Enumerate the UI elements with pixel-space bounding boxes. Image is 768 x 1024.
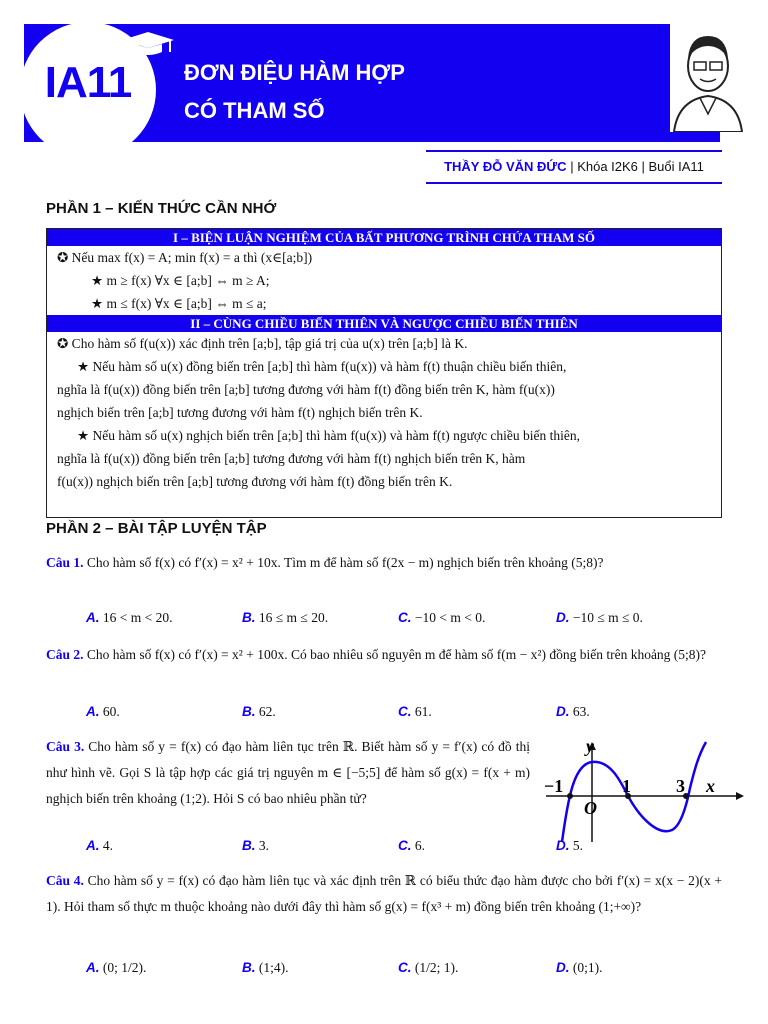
knowledge-line: ★ Nếu hàm số u(x) đồng biến trên [a;b] thì hàm f(u(x)) và hàm f(t) thuận chiều biến thiên,: [77, 359, 567, 374]
question-3-options: [86, 838, 706, 860]
option-text[interactable]: 5.: [572, 838, 583, 853]
graduation-cap-icon: [118, 30, 178, 60]
option-text[interactable]: −10 < m < 0.: [414, 610, 486, 625]
option-text[interactable]: −10 ≤ m ≤ 0.: [572, 610, 643, 625]
graph-tick-label: 1: [622, 776, 631, 796]
option-letter: B.: [242, 704, 256, 719]
option-text[interactable]: 60.: [102, 704, 120, 719]
option-text[interactable]: 62.: [258, 704, 276, 719]
knowledge-line: ★ Nếu hàm số u(x) nghịch biến trên [a;b] thì hàm f(u(x)) và hàm f(t) ngược chiều biến thiên,: [77, 428, 581, 443]
option-letter: C.: [398, 960, 412, 975]
page-title-line2: CÓ THAM SỐ: [184, 98, 325, 123]
option-letter: A.: [86, 704, 100, 719]
option-letter: D.: [556, 960, 570, 975]
option-text[interactable]: 16 < m < 20.: [102, 610, 173, 625]
lesson-code: IA11: [44, 58, 132, 107]
option-text[interactable]: 63.: [572, 704, 590, 719]
option-letter: A.: [86, 610, 100, 625]
option-letter: A.: [86, 960, 100, 975]
option-letter: C.: [398, 704, 412, 719]
question-3: [46, 734, 530, 812]
option-letter: D.: [556, 610, 570, 625]
option-letter: B.: [242, 610, 256, 625]
option-letter: B.: [242, 960, 256, 975]
option-text[interactable]: (0;1).: [572, 960, 603, 975]
option-text[interactable]: (1;4).: [258, 960, 289, 975]
option-letter: B.: [242, 838, 256, 853]
question-label: Câu 1.: [46, 555, 84, 570]
section-2-title: PHẦN 2 – BÀI TẬP LUYỆN TẬP: [46, 520, 267, 537]
knowledge-line: ✪ Cho hàm số f(u(x)) xác định trên [a;b], tập giá trị của u(x) trên [a;b] là K.: [57, 336, 468, 351]
option-text[interactable]: 6.: [414, 838, 425, 853]
question-2: [46, 642, 722, 668]
option-text[interactable]: 3.: [258, 838, 269, 853]
knowledge-line: nghĩa là f(u(x)) đồng biến trên [a;b] tương đương với hàm f(t) nghịch biến trên K, hàm: [57, 451, 526, 466]
teacher-photo: [670, 24, 746, 132]
knowledge-line: ✪ Nếu max f(x) = A; min f(x) = a thì (x∈[a;b]): [57, 250, 313, 265]
option-letter: D.: [556, 704, 570, 719]
question-text: Cho hàm số y = f(x) có đạo hàm liên tục trên ℝ. Biết hàm số y = f′(x) có đồ thị như hình vẽ. Gọi S là tập hợp các giá trị nguyên m ∈ [−5;5] để hàm số g(x) = f(x + m) nghịch biến trên khoảng (1;2). Hỏi S có bao nhiêu phần tử?: [46, 739, 530, 806]
teacher-name: THẦY ĐỖ VĂN ĐỨC: [444, 159, 567, 174]
option-text[interactable]: (0; 1/2).: [102, 960, 147, 975]
knowledge-line: f(u(x)) nghịch biến trên [a;b] tương đương với hàm f(t) đồng biến trên K.: [57, 474, 453, 489]
graph-x-axis-label: x: [706, 776, 715, 796]
teacher-course-info: [426, 150, 722, 184]
option-text[interactable]: 61.: [414, 704, 432, 719]
question-4-options: [86, 960, 706, 982]
option-text[interactable]: 16 ≤ m ≤ 20.: [258, 610, 329, 625]
question-text: Cho hàm số y = f(x) có đạo hàm liên tục và xác định trên ℝ có biểu thức đạo hàm được cho bởi f′(x) = x(x − 2)(x + 1). Hỏi tham số thực m thuộc khoảng nào dưới đây thì hàm số g(x) = f(x³ + m) đồng biến trên khoảng (1;+∞)?: [46, 873, 722, 914]
question-2-options: [86, 704, 706, 726]
knowledge-line: ★ m ≥ f(x) ∀x ∈ [a;b] ⇔ m ≥ A;: [91, 273, 270, 288]
option-letter: A.: [86, 838, 100, 853]
derivative-graph: [540, 738, 750, 846]
option-text[interactable]: (1/2; 1).: [414, 960, 459, 975]
knowledge-heading-1: I – BIỆN LUẬN NGHIỆM CỦA BẤT PHƯƠNG TRÌNH CHỨA THAM SỐ: [47, 229, 721, 246]
question-label: Câu 3.: [46, 739, 85, 754]
option-text[interactable]: 4.: [102, 838, 113, 853]
graph-y-axis-label: y: [586, 738, 594, 756]
question-text: Cho hàm số f(x) có f′(x) = x² + 100x. Có bao nhiêu số nguyên m để hàm số f(m − x²) đồng biến trên khoảng (5;8)?: [83, 647, 707, 662]
question-label: Câu 4.: [46, 873, 84, 888]
question-1: [46, 550, 722, 576]
knowledge-line: nghĩa là f(u(x)) đồng biến trên [a;b] tương đương với hàm f(t) đồng biến trên K, hàm f(u(x)): [57, 382, 555, 397]
question-1-options: [86, 610, 706, 632]
course-info: | Khóa I2K6 | Buổi IA11: [570, 159, 704, 174]
question-4: [46, 868, 722, 920]
knowledge-box: [46, 228, 722, 518]
knowledge-heading-2: II – CÙNG CHIỀU BIẾN THIÊN VÀ NGƯỢC CHIỀU BIẾN THIÊN: [47, 315, 721, 332]
knowledge-line: nghịch biến trên [a;b] tương đương với hàm f(t) nghịch biến trên K.: [57, 405, 423, 420]
graph-tick-label: 3: [676, 776, 685, 796]
page-title-line1: ĐƠN ĐIỆU HÀM HỢP: [184, 60, 405, 85]
graph-tick-label: −1: [544, 776, 564, 796]
graph-origin-label: O: [584, 798, 597, 818]
section-1-title: PHẦN 1 – KIẾN THỨC CẦN NHỚ: [46, 200, 277, 217]
option-letter: D.: [556, 838, 570, 853]
option-letter: C.: [398, 838, 412, 853]
question-text: Cho hàm số f(x) có f′(x) = x² + 10x. Tìm m để hàm số f(2x − m) nghịch biến trên khoảng (5;8)?: [83, 555, 604, 570]
question-label: Câu 2.: [46, 647, 84, 662]
knowledge-line: ★ m ≤ f(x) ∀x ∈ [a;b] ⇔ m ≤ a;: [91, 296, 267, 311]
option-letter: C.: [398, 610, 412, 625]
